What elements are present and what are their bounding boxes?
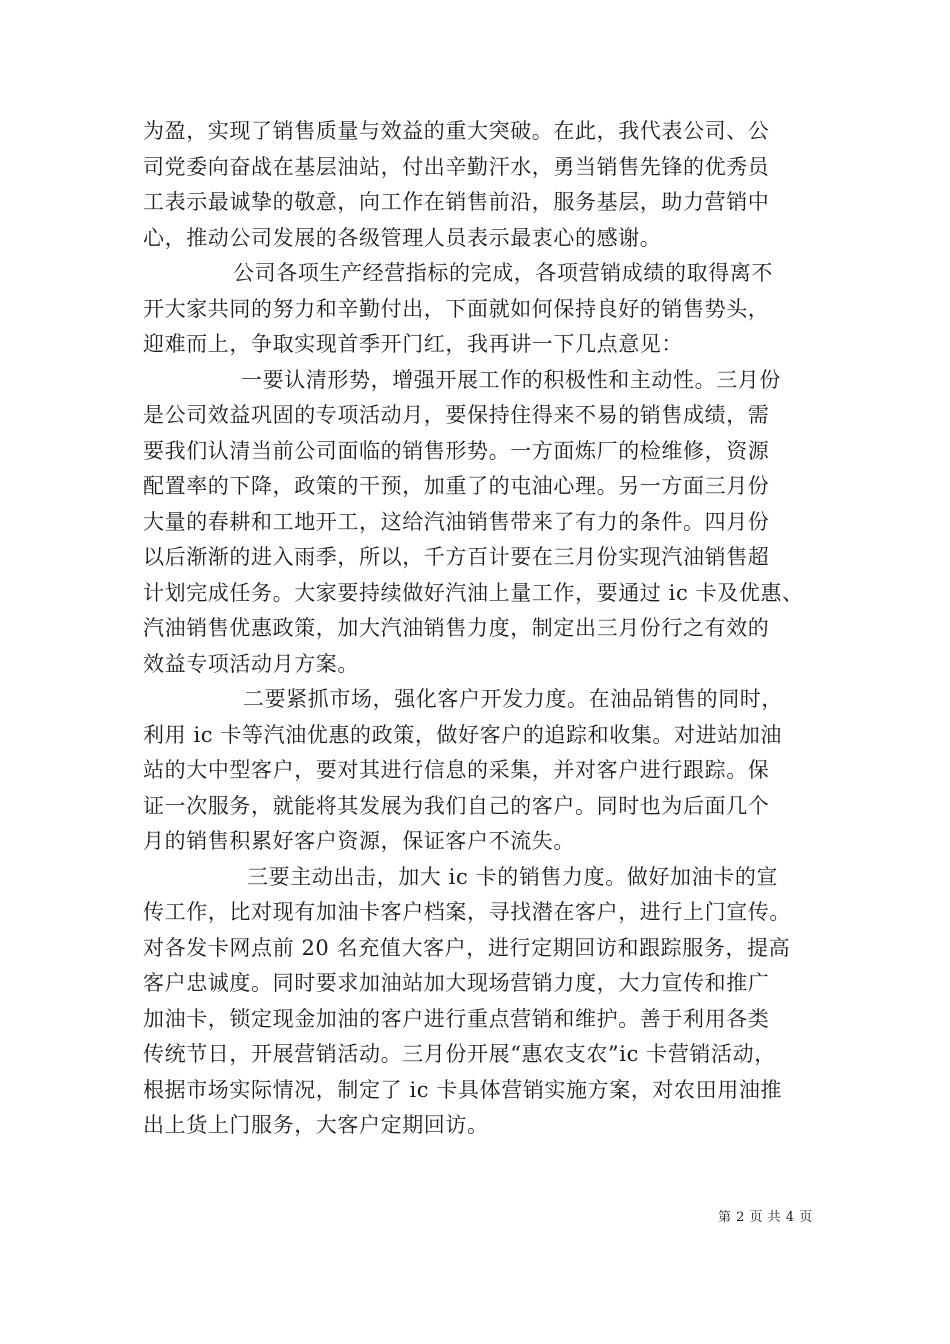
- text-line: 效益专项活动月方案。: [143, 651, 359, 676]
- body-text: [143, 114, 833, 1144]
- text-line: 心，推动公司发展的各级管理人员表示最衷心的感谢。: [143, 225, 662, 250]
- page-number-footer: 第 2 页 共 4 页: [718, 1210, 813, 1225]
- text-line: 是公司效益巩固的专项活动月，要保持住得来不易的销售成绩，需: [143, 403, 770, 427]
- text-line: 利用 ic 卡等汽油优惠的政策，做好客户的追踪和收集。对进站加油: [143, 722, 783, 747]
- text-line: 对各发卡网点前 20 名充值大客户，进行定期回访和跟踪服务，提高: [143, 935, 791, 960]
- text-line: 根据市场实际情况，制定了 ic 卡具体营销实施方案，对农田用油推: [143, 1077, 783, 1102]
- paragraph-intro: [143, 256, 833, 363]
- text-line: 为盈，实现了销售质量与效益的重大突破。在此，我代表公司、公: [143, 119, 770, 143]
- text-line: 汽油销售优惠政策，加大汽油销售力度，制定出三月份行之有效的: [143, 616, 770, 640]
- text-line: 一要认清形势，增强开展工作的积极性和主动性。三月份: [241, 367, 781, 392]
- text-line: 司党委向奋战在基层油站，付出辛勤汗水，勇当销售先锋的优秀员: [143, 154, 770, 179]
- text-line: 二要紧抓市场，强化客户开发力度。在油品销售的同时，: [243, 687, 783, 711]
- text-line: 公司各项生产经营指标的完成，各项营销成绩的取得离不: [233, 261, 773, 285]
- paragraph-thanks: [143, 114, 833, 256]
- text-line: 站的大中型客户，要对其进行信息的采集，并对客户进行跟踪。保: [143, 758, 770, 782]
- text-line: 以后渐渐的进入雨季，所以，千方百计要在三月份实现汽油销售超: [143, 545, 770, 569]
- text-line: 加油卡，锁定现金加油的客户进行重点营销和维护。善于利用各类: [143, 1006, 770, 1031]
- text-line: 客户忠诚度。同时要求加油站加大现场营销力度，大力宣传和推广: [143, 971, 770, 995]
- text-line: 传统节日，开展营销活动。三月份开展“惠农支农”ic 卡营销活动，: [143, 1042, 776, 1066]
- text-line: 传工作，比对现有加油卡客户档案，寻找潜在客户，进行上门宣传。: [143, 900, 791, 924]
- text-line: 大量的春耕和工地开工，这给汽油销售带来了有力的条件。四月份: [143, 509, 770, 534]
- text-line: 开大家共同的努力和辛勤付出，下面就如何保持良好的销售势头，: [143, 296, 770, 321]
- text-line: 迎难而上，争取实现首季开门红，我再讲一下几点意见：: [143, 332, 683, 356]
- text-line: 工表示最诚挚的敬意，向工作在销售前沿，服务基层，助力营销中: [143, 190, 770, 214]
- text-line: 要我们认清当前公司面临的销售形势。一方面炼厂的检维修，资源: [143, 438, 770, 463]
- paragraph-point-1: [143, 363, 833, 683]
- text-line: 出上货上门服务，大客户定期回访。: [143, 1113, 489, 1137]
- text-line: 月的销售积累好客户资源，保证客户不流失。: [143, 829, 575, 853]
- text-line: 三要主动出击，加大 ic 卡的销售力度。做好加油卡的宣: [247, 864, 779, 889]
- paragraph-point-3: [143, 860, 833, 1144]
- text-line: 计划完成任务。大家要持续做好汽油上量工作，要通过 ic 卡及优惠、: [143, 580, 804, 605]
- paragraph-point-2: [143, 682, 833, 860]
- text-line: 证一次服务，就能将其发展为我们自己的客户。同时也为后面几个: [143, 793, 770, 818]
- text-line: 配置率的下降，政策的干预，加重了的屯油心理。另一方面三月份: [143, 474, 770, 498]
